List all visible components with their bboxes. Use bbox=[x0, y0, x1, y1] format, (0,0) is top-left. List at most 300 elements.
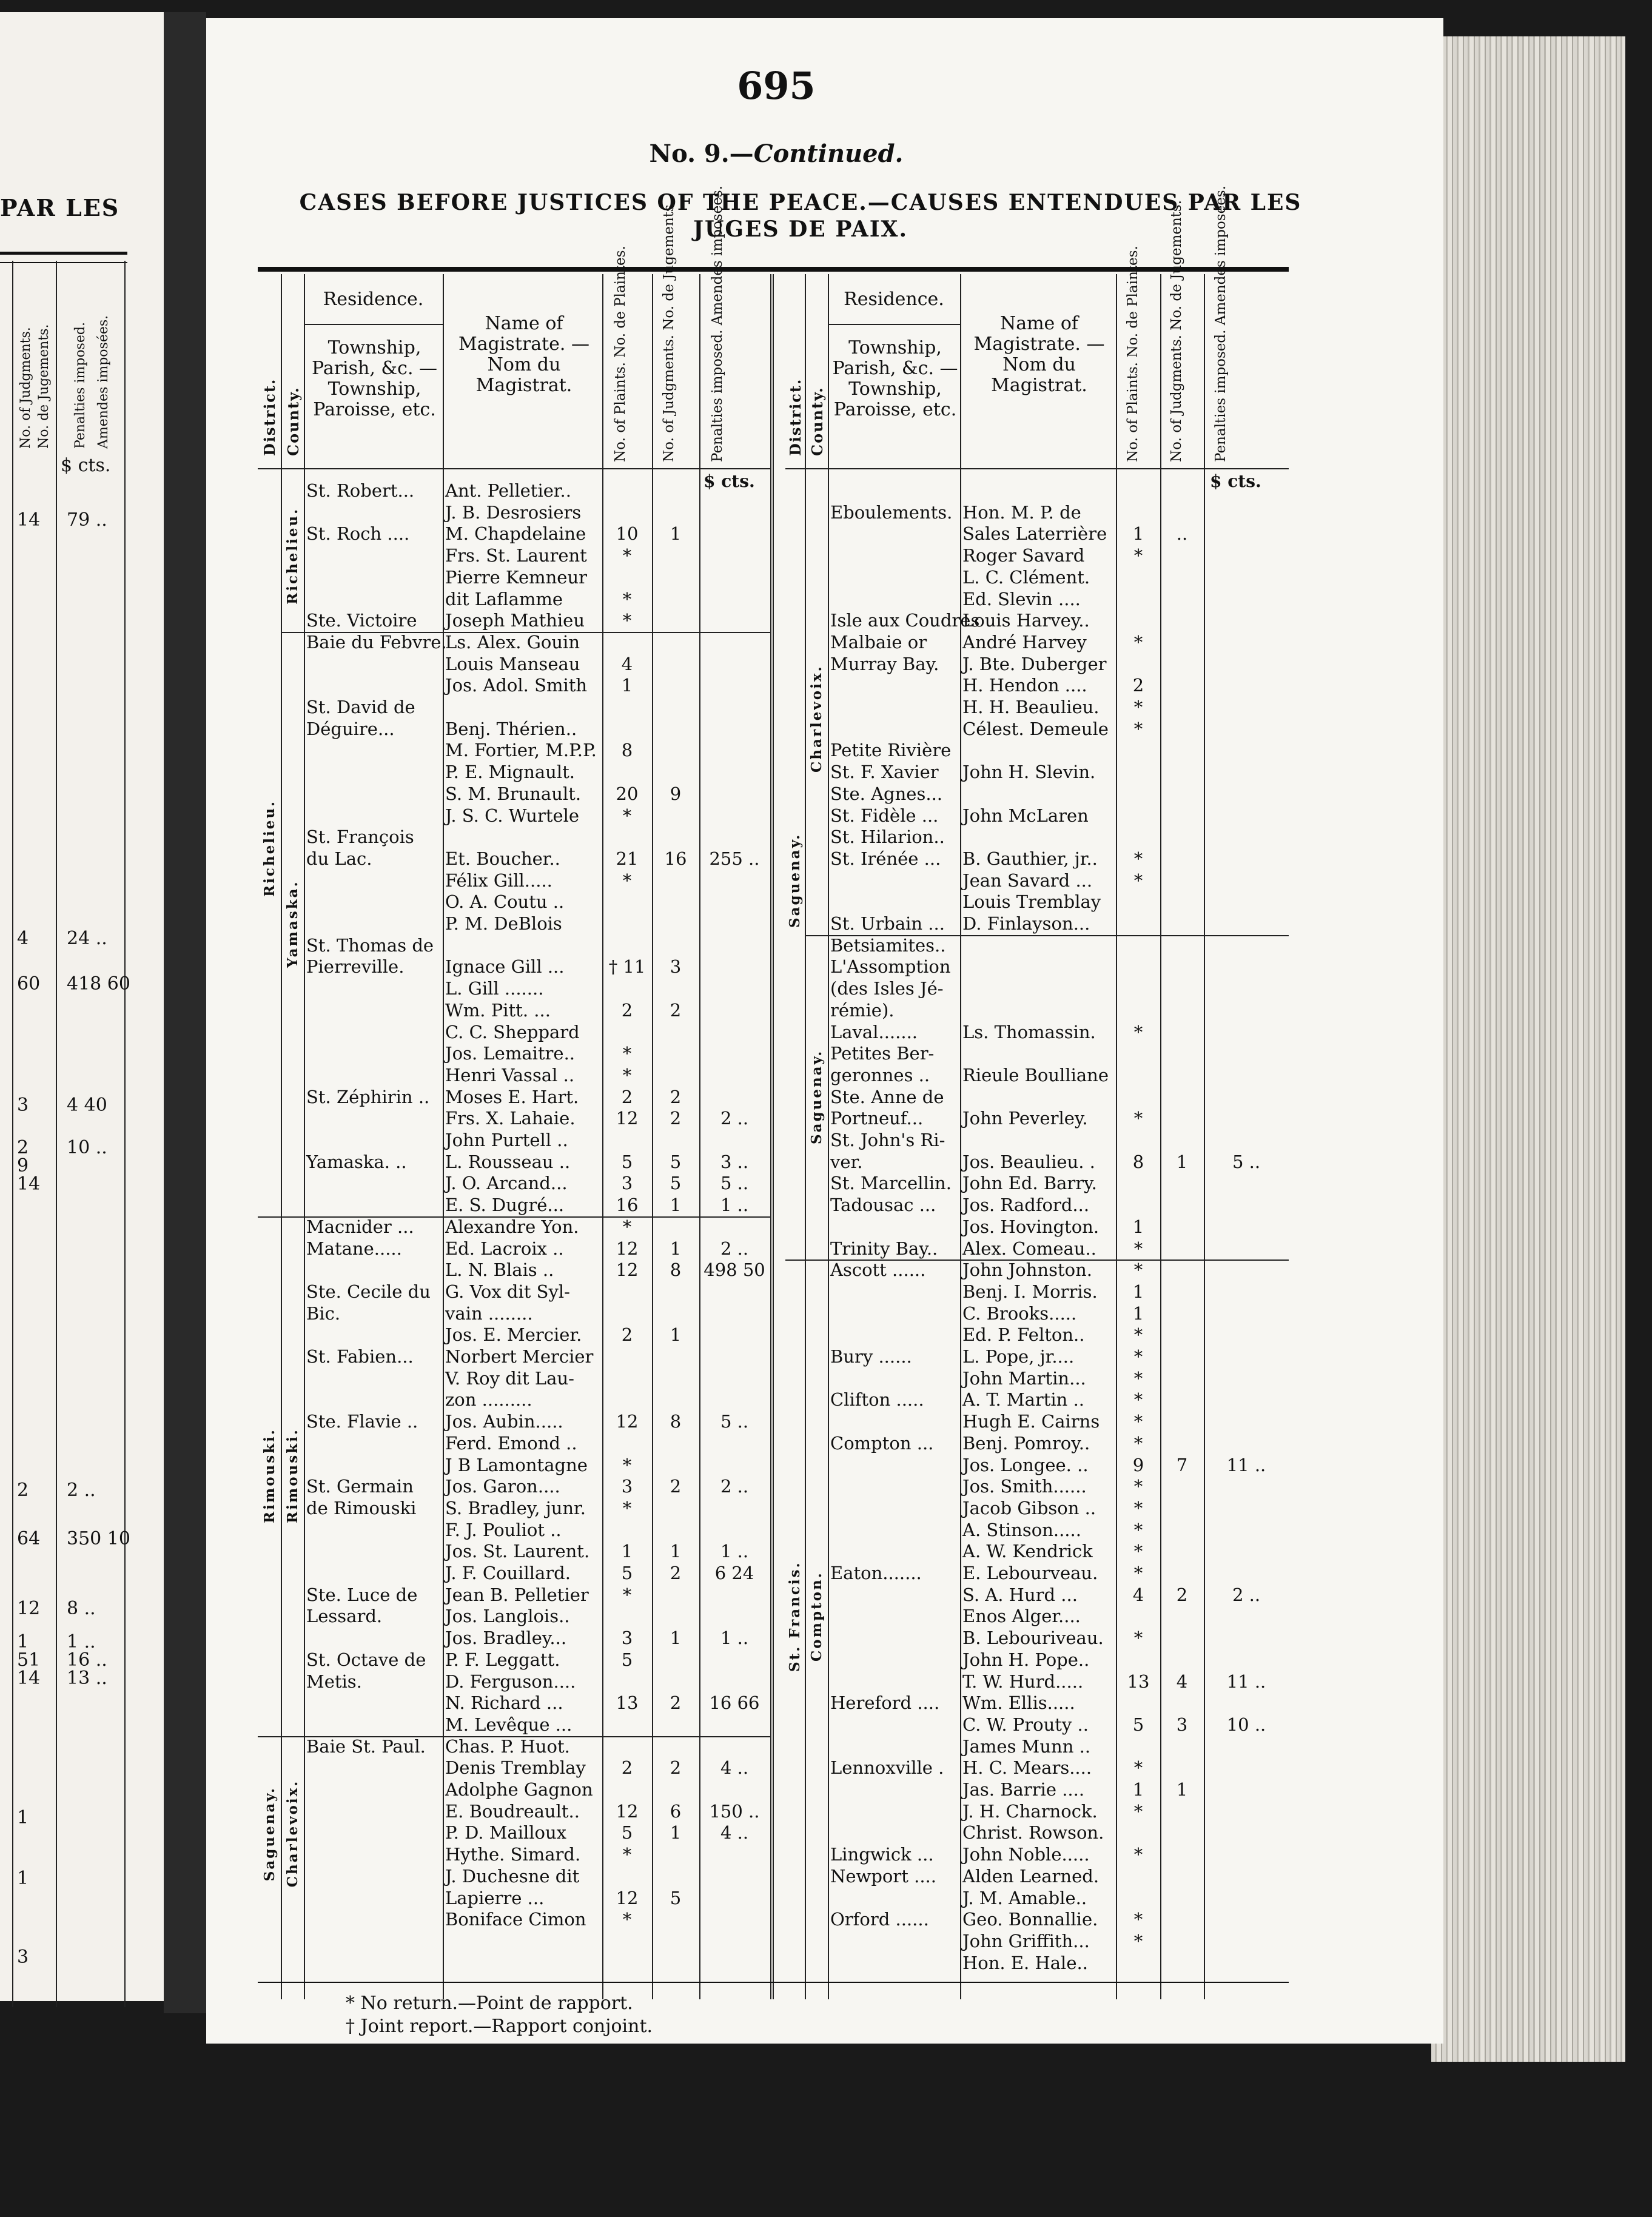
table-row bbox=[785, 1714, 1289, 1736]
magistrate-cell: E. Boudreault.. bbox=[445, 1800, 580, 1822]
magistrate-cell: Jos. Hovington. bbox=[962, 1216, 1100, 1237]
magistrate-cell: S. Bradley, junr. bbox=[445, 1497, 586, 1518]
left-penalties-cell: 10 .. bbox=[67, 1137, 107, 1158]
penalties-cell: 2 .. bbox=[1232, 1584, 1261, 1605]
magistrate-cell: Félix Gill..... bbox=[445, 870, 552, 891]
magistrate-cell: Boniface Cimon bbox=[445, 1909, 586, 1930]
magistrate-cell: F. J. Pouliot .. bbox=[445, 1519, 562, 1540]
table-row bbox=[785, 740, 1289, 761]
magistrate-cell: Jos. Bradley... bbox=[445, 1628, 567, 1649]
judgments-cell: .. bbox=[1176, 523, 1188, 545]
magistrate-cell: Louis Manseau bbox=[445, 653, 580, 674]
table-row bbox=[258, 1152, 779, 1173]
judgments-cell: 1 bbox=[670, 1324, 682, 1346]
county-header: County. bbox=[808, 386, 826, 456]
table-row bbox=[258, 567, 779, 588]
magistrate-cell: John H. Slevin. bbox=[962, 762, 1096, 783]
left-judgments-cell: 12 bbox=[17, 1598, 41, 1619]
plaints-cell: 12 bbox=[616, 1800, 639, 1822]
magistrate-cell: Jos. Longee. .. bbox=[962, 1454, 1089, 1475]
magistrate-cell: J B Lamontagne bbox=[445, 1454, 588, 1475]
table-row bbox=[258, 1238, 779, 1259]
magistrate-cell: P. E. Mignault. bbox=[445, 762, 576, 783]
plaints-cell: * bbox=[1133, 1800, 1143, 1822]
magistrate-cell: O. A. Coutu .. bbox=[445, 891, 565, 913]
magistrate-cell: Ls. Alex. Gouin bbox=[445, 631, 580, 652]
table-row bbox=[785, 1585, 1289, 1606]
table-row bbox=[785, 1411, 1289, 1432]
table-row bbox=[258, 1714, 779, 1736]
magistrate-cell: G. Vox dit Syl- bbox=[445, 1281, 570, 1302]
magistrate-cell: André Harvey bbox=[962, 631, 1087, 652]
penalties-cell: 255 .. bbox=[709, 848, 760, 869]
township-cell: Ste. Luce de bbox=[306, 1584, 418, 1605]
table-row bbox=[785, 913, 1289, 934]
plaints-cell: 5 bbox=[621, 1649, 633, 1670]
magistrate-cell: Frs. St. Laurent bbox=[445, 545, 587, 566]
table-row bbox=[785, 870, 1289, 891]
table-row bbox=[258, 675, 779, 696]
judgments-cell: 5 bbox=[670, 1173, 682, 1194]
magistrate-cell: John Ed. Barry. bbox=[962, 1173, 1097, 1194]
table-row bbox=[785, 1953, 1289, 1974]
magistrate-cell: Jos. Langlois.. bbox=[445, 1606, 570, 1627]
penalties-cell: 10 .. bbox=[1226, 1714, 1266, 1735]
left-judgments-cell: 14 bbox=[17, 1173, 41, 1195]
table-row bbox=[785, 523, 1289, 545]
magistrate-cell: Wm. Ellis..... bbox=[962, 1692, 1075, 1714]
table-row bbox=[258, 632, 779, 653]
penalties-cell: 1 .. bbox=[720, 1628, 749, 1649]
judgments-cell: 1 bbox=[1176, 1151, 1188, 1172]
plaints-cell: 1 bbox=[621, 1541, 633, 1562]
magistrate-header: Name of Magistrate. — Nom du Magistrat. bbox=[973, 313, 1105, 396]
penalties-cell: 2 .. bbox=[720, 1476, 749, 1497]
judgments-cell: 1 bbox=[670, 1822, 682, 1843]
district-header: District. bbox=[261, 378, 278, 456]
magistrate-cell: Jos. Radford... bbox=[962, 1195, 1090, 1216]
plaints-cell: * bbox=[622, 1497, 632, 1518]
plaints-cell: 12 bbox=[616, 1259, 639, 1281]
township-cell: Baie St. Paul. bbox=[306, 1736, 426, 1757]
magistrate-cell: Rieule Boulliane bbox=[962, 1064, 1109, 1085]
district-label: Richelieu. bbox=[261, 799, 278, 897]
table-row bbox=[785, 1368, 1289, 1389]
table-row bbox=[258, 1455, 779, 1476]
judgments-cell: 2 bbox=[670, 1108, 682, 1129]
magistrate-cell: M. Levêque ... bbox=[445, 1714, 572, 1735]
magistrate-cell: B. Lebouriveau. bbox=[962, 1628, 1104, 1649]
magistrate-cell: John McLaren bbox=[962, 805, 1089, 826]
plaints-cell: 5 bbox=[1132, 1714, 1144, 1735]
table-row bbox=[785, 589, 1289, 610]
township-cell: Lennoxville . bbox=[830, 1757, 944, 1779]
table-row bbox=[258, 1541, 779, 1562]
township-cell: St. Irénée ... bbox=[830, 848, 941, 869]
left-judgments-cell: 14 bbox=[17, 1668, 41, 1689]
table-row bbox=[785, 1541, 1289, 1562]
plaints-cell: 5 bbox=[621, 1822, 633, 1843]
magistrate-cell: L. Pope, jr.... bbox=[962, 1346, 1075, 1367]
plaints-cell: * bbox=[1133, 1541, 1143, 1562]
judgments-cell: 8 bbox=[670, 1259, 682, 1281]
township-cell: Hereford .... bbox=[830, 1692, 940, 1714]
column-line bbox=[12, 261, 13, 2007]
table-row bbox=[258, 891, 779, 913]
page-number: 695 bbox=[737, 64, 816, 108]
magistrate-cell: B. Gauthier, jr.. bbox=[962, 848, 1098, 869]
plaints-cell: * bbox=[1133, 1476, 1143, 1497]
magistrate-cell: Jas. Barrie .... bbox=[962, 1779, 1085, 1800]
magistrate-cell: Benj. I. Morris. bbox=[962, 1281, 1098, 1302]
left-judgments-cell: 51 bbox=[17, 1649, 41, 1671]
penalties-cell: 5 .. bbox=[720, 1411, 749, 1432]
judgments-cell: 1 bbox=[670, 1195, 682, 1216]
district-header: District. bbox=[787, 378, 804, 456]
table-row bbox=[258, 1022, 779, 1043]
table-row bbox=[785, 545, 1289, 566]
township-cell: rémie). bbox=[830, 999, 895, 1021]
magistrate-cell: Christ. Rowson. bbox=[962, 1822, 1104, 1843]
penalties-header: Penalties imposed. Amendes imposées. bbox=[1213, 186, 1229, 462]
table-row bbox=[785, 697, 1289, 718]
table-row bbox=[258, 848, 779, 870]
continued-label: Continued. bbox=[753, 139, 904, 168]
township-cell: Ste. Flavie .. bbox=[306, 1411, 418, 1432]
magistrate-cell: A. Stinson..... bbox=[962, 1519, 1081, 1540]
table-row bbox=[785, 1822, 1289, 1843]
township-cell: Newport .... bbox=[830, 1865, 936, 1887]
table-row bbox=[258, 1389, 779, 1410]
table-row bbox=[258, 827, 779, 848]
left-penalties-cell: 13 .. bbox=[67, 1668, 107, 1689]
plaints-cell: * bbox=[622, 805, 632, 826]
table-row bbox=[258, 480, 779, 501]
left-judgments-cell: 9 bbox=[17, 1155, 29, 1176]
plaints-cell: 12 bbox=[616, 1887, 639, 1908]
magistrate-cell: C. C. Sheppard bbox=[445, 1021, 580, 1042]
magistrate-cell: J. O. Arcand... bbox=[445, 1173, 568, 1194]
township-cell: St. John's Ri- bbox=[830, 1130, 945, 1150]
penalties-cell: 5 .. bbox=[720, 1173, 749, 1194]
footnote-joint-report: † Joint report.—Rapport conjoint. bbox=[346, 2016, 653, 2037]
judgments-cell: 1 bbox=[1176, 1779, 1188, 1800]
footnotes bbox=[346, 1992, 653, 2038]
township-cell: Lingwick ... bbox=[830, 1844, 934, 1865]
magistrate-cell: C. W. Prouty .. bbox=[962, 1714, 1089, 1735]
magistrate-cell: Sales Laterrière bbox=[962, 523, 1107, 545]
magistrate-cell: E. S. Dugré... bbox=[445, 1195, 565, 1216]
magistrate-cell: Wm. Pitt. ... bbox=[445, 999, 551, 1021]
magistrate-cell: Ls. Thomassin. bbox=[962, 1021, 1096, 1042]
table-row bbox=[785, 1671, 1289, 1692]
plaints-cell: 3 bbox=[621, 1476, 633, 1497]
plaints-cell: * bbox=[622, 1844, 632, 1865]
penalties-cell: 1 .. bbox=[720, 1195, 749, 1216]
magistrate-cell: Joseph Mathieu bbox=[445, 610, 585, 631]
judgments-cell: 3 bbox=[670, 956, 682, 978]
magistrate-cell: P. F. Leggatt. bbox=[445, 1649, 560, 1670]
table-row bbox=[258, 1520, 779, 1541]
book-gutter bbox=[164, 12, 206, 2013]
table-row bbox=[258, 1476, 779, 1497]
magistrate-cell: V. Roy dit Lau- bbox=[445, 1367, 574, 1389]
plaints-cell: 2 bbox=[621, 1086, 633, 1107]
left-page-fragment: PAR LES No. of Judgments. No. de Jugements. Penalties imposed. Amendes imposées. $ cts. 14 79 .. 4 24 .. 60 418 60 3 4 40 2 10 .. 9 14 2 2 .. 64 350 10 12 8 .. 1 1 .. 51 16 .. 14 13 .. 1 1 3 bbox=[0, 12, 188, 2001]
township-cell: St. Thomas de bbox=[306, 934, 434, 956]
currency-header: $ cts. bbox=[703, 471, 755, 491]
magistrate-cell: Norbert Mercier bbox=[445, 1346, 594, 1367]
table-row bbox=[785, 480, 1289, 501]
penalties-header: Penalties imposed. Amendes imposées. bbox=[710, 186, 725, 462]
left-judgments-cell: 14 bbox=[17, 509, 41, 531]
rule bbox=[0, 252, 127, 255]
table-row bbox=[258, 1649, 779, 1671]
plaints-cell: * bbox=[1133, 1367, 1143, 1389]
table-row bbox=[785, 1195, 1289, 1216]
table-row bbox=[785, 956, 1289, 978]
table-row bbox=[258, 1259, 779, 1281]
plaints-cell: * bbox=[1133, 1497, 1143, 1518]
table-row bbox=[785, 1909, 1289, 1930]
district-label: Saguenay. bbox=[261, 1786, 278, 1881]
table-row bbox=[785, 1476, 1289, 1497]
table-row bbox=[785, 1043, 1289, 1064]
township-cell: Matane..... bbox=[306, 1238, 402, 1259]
plaints-cell: 10 bbox=[616, 523, 639, 545]
magistrate-cell: John Noble..... bbox=[962, 1844, 1090, 1865]
column-line bbox=[124, 261, 126, 2007]
township-cell: Macnider ... bbox=[306, 1216, 414, 1237]
judgments-cell: 2 bbox=[670, 1086, 682, 1107]
magistrate-cell: Ed. P. Felton.. bbox=[962, 1324, 1085, 1346]
plaints-cell: 1 bbox=[1132, 523, 1144, 545]
penalties-cell: 2 .. bbox=[720, 1238, 749, 1259]
magistrate-cell: J. Bte. Duberger bbox=[962, 653, 1107, 674]
township-cell: St. François bbox=[306, 827, 414, 848]
plaints-cell: 21 bbox=[616, 848, 639, 869]
table-row bbox=[785, 1389, 1289, 1410]
left-penalties-cell: 16 .. bbox=[67, 1649, 107, 1671]
plaints-cell: * bbox=[622, 870, 632, 891]
table-row bbox=[258, 1173, 779, 1194]
table-row bbox=[258, 1216, 779, 1238]
plaints-cell: 16 bbox=[616, 1195, 639, 1216]
county-label: Charlevoix. bbox=[284, 1779, 301, 1888]
judgments-cell: 2 bbox=[670, 1692, 682, 1714]
table-row bbox=[785, 978, 1289, 999]
plaints-cell: * bbox=[622, 1584, 632, 1605]
left-penalties-header-fr: Amendes imposées. bbox=[96, 315, 111, 449]
table-row bbox=[258, 1736, 779, 1757]
magistrate-cell: J. F. Couillard. bbox=[445, 1563, 571, 1583]
table-row bbox=[258, 935, 779, 956]
plaints-cell: 3 bbox=[621, 1173, 633, 1194]
judgments-cell: 3 bbox=[1176, 1714, 1188, 1735]
table-row bbox=[258, 1692, 779, 1714]
judgments-cell: 1 bbox=[670, 1541, 682, 1562]
table-row bbox=[785, 632, 1289, 653]
table-row bbox=[785, 502, 1289, 523]
magistrate-cell: Pierre Kemneur bbox=[445, 566, 587, 588]
left-judgments-header: No. of Judgments. bbox=[18, 327, 33, 449]
table-row bbox=[785, 1022, 1289, 1043]
judgments-header: No. of Judgments. No. de Jugements. bbox=[1169, 200, 1184, 462]
magistrate-cell: N. Richard ... bbox=[445, 1692, 563, 1714]
header-rule bbox=[258, 468, 770, 469]
residence-rule bbox=[304, 324, 443, 325]
plaints-cell: 1 bbox=[1132, 1303, 1144, 1324]
judgments-cell: 2 bbox=[670, 1563, 682, 1583]
township-cell: St. Marcellin. bbox=[830, 1173, 952, 1194]
table-row bbox=[258, 1346, 779, 1367]
magistrate-cell: Roger Savard bbox=[962, 545, 1085, 566]
magistrate-cell: Denis Tremblay bbox=[445, 1757, 586, 1779]
table-row bbox=[785, 1888, 1289, 1909]
magistrate-cell: Moses E. Hart. bbox=[445, 1086, 579, 1107]
table-row bbox=[258, 805, 779, 827]
penalties-cell: 6 24 bbox=[714, 1563, 754, 1583]
township-cell: Yamaska. .. bbox=[306, 1151, 407, 1172]
table-row bbox=[258, 1606, 779, 1627]
magistrate-cell: P. M. DeBlois bbox=[445, 913, 562, 934]
township-cell: ver. bbox=[830, 1151, 863, 1172]
table-row bbox=[785, 1130, 1289, 1151]
magistrate-cell: L. Rousseau .. bbox=[445, 1151, 571, 1172]
county-label: Compton. bbox=[808, 1571, 825, 1662]
table-row bbox=[258, 956, 779, 978]
table-row bbox=[785, 1520, 1289, 1541]
table-row bbox=[258, 978, 779, 999]
table-row bbox=[785, 1303, 1289, 1324]
judgments-cell: 2 bbox=[670, 1757, 682, 1779]
magistrate-cell: E. Lebourveau. bbox=[962, 1563, 1098, 1583]
magistrate-cell: Hugh E. Cairns bbox=[962, 1411, 1100, 1432]
table-row bbox=[258, 654, 779, 675]
plaints-cell: * bbox=[622, 1216, 632, 1237]
table-row bbox=[258, 1909, 779, 1930]
plaints-cell: * bbox=[622, 1454, 632, 1475]
table-row bbox=[785, 1455, 1289, 1476]
table-row bbox=[258, 697, 779, 718]
table-row bbox=[258, 1000, 779, 1021]
magistrate-cell: John Johnston. bbox=[962, 1259, 1092, 1281]
judgments-header: No. of Judgments. No. de Jugements. bbox=[661, 200, 677, 462]
magistrate-cell: Adolphe Gagnon bbox=[445, 1779, 593, 1800]
plaints-cell: 1 bbox=[1132, 1779, 1144, 1800]
table-left-half bbox=[258, 186, 779, 1999]
magistrate-cell: Jos. Lemaitre.. bbox=[445, 1043, 576, 1064]
plaints-cell: * bbox=[1133, 1324, 1143, 1346]
plaints-cell: * bbox=[1133, 1930, 1143, 1951]
table-row bbox=[785, 1281, 1289, 1303]
table-row bbox=[258, 1411, 779, 1432]
plaints-cell: * bbox=[622, 1909, 632, 1930]
table-row bbox=[785, 1238, 1289, 1259]
table-row bbox=[785, 1563, 1289, 1584]
magistrate-cell: Jos. E. Mercier. bbox=[445, 1324, 582, 1346]
table-row bbox=[258, 783, 779, 805]
plaints-cell: 12 bbox=[616, 1238, 639, 1259]
township-cell: Metis. bbox=[306, 1671, 362, 1692]
township-cell: Baie du Febvre. bbox=[306, 631, 447, 652]
magistrate-cell: Jos. St. Laurent. bbox=[445, 1541, 590, 1562]
magistrate-cell: D. Ferguson.... bbox=[445, 1671, 576, 1692]
plaints-cell: 2 bbox=[621, 1324, 633, 1346]
magistrate-cell: Geo. Bonnallie. bbox=[962, 1909, 1098, 1930]
table-row bbox=[258, 1130, 779, 1151]
magistrate-cell: Louis Harvey.. bbox=[962, 610, 1090, 631]
magistrate-cell: H. H. Beaulieu. bbox=[962, 697, 1100, 717]
magistrate-cell: Benj. Thérien.. bbox=[445, 718, 577, 739]
table-row bbox=[785, 1108, 1289, 1129]
magistrate-cell: Et. Boucher.. bbox=[445, 848, 560, 869]
table-row bbox=[258, 545, 779, 566]
judgments-cell: 1 bbox=[670, 1238, 682, 1259]
district-label: Rimouski. bbox=[261, 1428, 278, 1524]
table-row bbox=[785, 1259, 1289, 1281]
magistrate-cell: Jos. Garon.... bbox=[445, 1476, 560, 1497]
table-row bbox=[785, 1606, 1289, 1627]
main-page bbox=[206, 18, 1443, 2044]
plaints-cell: * bbox=[1133, 1563, 1143, 1583]
plaints-cell: * bbox=[1133, 1628, 1143, 1649]
plaints-cell: 5 bbox=[621, 1151, 633, 1172]
magistrate-cell: D. Finlayson... bbox=[962, 913, 1090, 934]
left-page-heading: PAR LES bbox=[0, 194, 120, 221]
judgments-cell: 1 bbox=[670, 1628, 682, 1649]
township-header: Township, Parish, &c. — Township, Paroisse, etc. bbox=[832, 337, 958, 420]
bottom-rule bbox=[258, 1982, 1289, 1983]
left-penalties-cell: 350 10 bbox=[67, 1528, 130, 1549]
plaints-cell: * bbox=[622, 588, 632, 609]
magistrate-cell: Louis Tremblay bbox=[962, 891, 1101, 913]
judgments-cell: 8 bbox=[670, 1411, 682, 1432]
township-cell: geronnes .. bbox=[830, 1064, 930, 1085]
magistrate-cell: S. A. Hurd ... bbox=[962, 1584, 1078, 1605]
magistrate-cell: Jean Savard ... bbox=[962, 870, 1093, 891]
township-cell: St. Zéphirin .. bbox=[306, 1086, 430, 1107]
table-row bbox=[785, 1433, 1289, 1454]
table-row bbox=[258, 913, 779, 934]
left-penalties-cell: 79 .. bbox=[67, 509, 107, 531]
table-title: CASES BEFORE JUSTICES OF THE PEACE.—CAUSES ENTENDUES PAR LES JUGES DE PAIX. bbox=[299, 190, 1302, 242]
township-cell: Ste. Agnes... bbox=[830, 783, 943, 804]
magistrate-cell: Ferd. Emond .. bbox=[445, 1432, 577, 1454]
plaints-cell: 4 bbox=[1132, 1584, 1144, 1605]
magistrate-cell: Chas. P. Huot. bbox=[445, 1736, 570, 1757]
magistrate-cell: Ed. Slevin .... bbox=[962, 588, 1081, 609]
plaints-cell: * bbox=[1133, 1844, 1143, 1865]
district-label: Saguenay. bbox=[787, 833, 803, 928]
table-row bbox=[258, 1779, 779, 1800]
township-cell: de Rimouski bbox=[306, 1497, 417, 1518]
table-row bbox=[258, 1043, 779, 1064]
table-row bbox=[785, 675, 1289, 696]
magistrate-cell: dit Laflamme bbox=[445, 588, 563, 609]
plaints-header: No. of Plaints. No. de Plaintes. bbox=[613, 246, 628, 462]
plaints-cell: 12 bbox=[616, 1411, 639, 1432]
magistrate-header: Name of Magistrate. — Nom du Magistrat. bbox=[458, 313, 589, 396]
table-row bbox=[258, 610, 779, 631]
left-judgments-cell: 2 bbox=[17, 1137, 29, 1158]
penalties-cell: 5 .. bbox=[1232, 1151, 1261, 1172]
judgments-cell: 16 bbox=[664, 848, 687, 869]
table-row bbox=[258, 1195, 779, 1216]
magistrate-cell: J. Duchesne dit bbox=[445, 1865, 580, 1887]
table-row bbox=[258, 1844, 779, 1865]
magistrate-cell: Jos. Adol. Smith bbox=[445, 675, 588, 696]
